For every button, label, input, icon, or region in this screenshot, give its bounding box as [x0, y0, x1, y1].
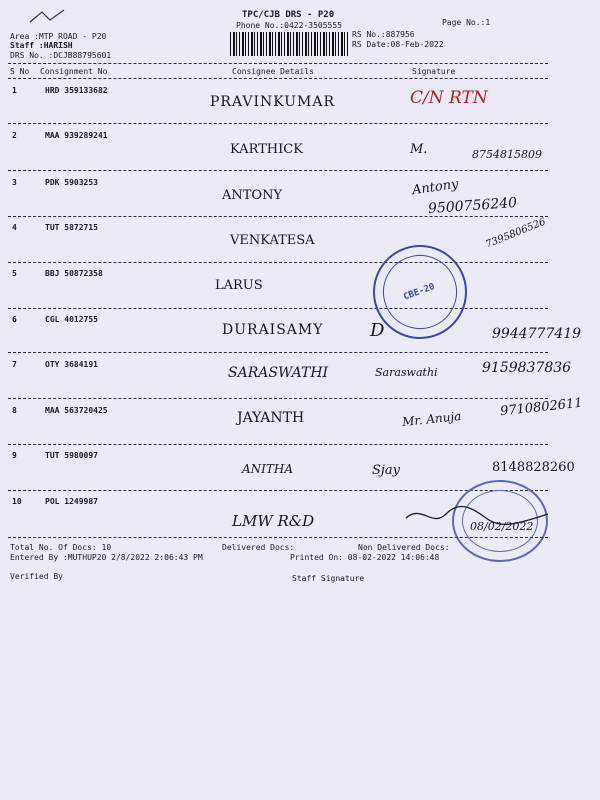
- row-sno: 9: [12, 451, 17, 460]
- row-sno: 8: [12, 406, 17, 415]
- row-signature: Saraswathi: [375, 366, 438, 379]
- row-consignee-name: KARTHICK: [230, 142, 303, 157]
- row-rule: [8, 537, 548, 538]
- row-phone: 7395806526: [484, 216, 548, 251]
- staff-signature: Staff Signature: [292, 574, 365, 583]
- row-consignee-name: JAYANTH: [237, 410, 305, 426]
- page-number: Page No.:1: [442, 18, 491, 27]
- phone-number: Phone No.:0422-3505555: [236, 21, 342, 30]
- row-rule: [8, 398, 548, 399]
- row-rule: [8, 170, 548, 171]
- entered-by: Entered By :MUTHUP20 2/8/2022 2:06:43 PM: [10, 553, 203, 562]
- barcode: [230, 32, 350, 56]
- row-signature: C/N RTN: [410, 88, 488, 108]
- row-consignment: CGL 4012755: [45, 315, 98, 324]
- row-consignee-name: VENKATESA: [230, 233, 315, 248]
- row-signature: Sjay: [372, 463, 401, 478]
- row-phone: 9944777419: [492, 326, 582, 342]
- rs-date: RS Date:08-Feb-2022: [352, 40, 444, 49]
- row-rule: [8, 308, 548, 309]
- row-sno: 10: [12, 497, 22, 506]
- row-sno: 7: [12, 360, 17, 369]
- col-sno: S No: [10, 67, 30, 76]
- row-consignee-name: ANTONY: [222, 188, 283, 203]
- stamp-text: CBE-20: [402, 281, 437, 303]
- printed-on: Printed On: 08-02-2022 14:06:48: [290, 553, 440, 562]
- row-rule: [8, 444, 548, 445]
- row-sno: 4: [12, 223, 17, 232]
- col-consignment: Consignment No: [40, 67, 108, 76]
- row-consignment: POL 1249987: [45, 497, 98, 506]
- row-signature: Mr. Anuja: [401, 408, 462, 430]
- row-rule: [8, 262, 548, 263]
- total-docs: Total No. Of Docs: 10: [10, 543, 112, 552]
- signature-scribble: [402, 500, 552, 534]
- area-label: Area :MTP ROAD - P20: [10, 32, 107, 41]
- row-signature: D: [370, 320, 385, 341]
- row-phone: 9159837836: [482, 360, 572, 376]
- verified-by: Verified By: [10, 572, 63, 581]
- row-sno: 2: [12, 131, 17, 140]
- row-consignment: TUT 5872715: [45, 223, 98, 232]
- row-consignment: MAA 939289241: [45, 131, 108, 140]
- row-consignee-name: ANITHA: [242, 462, 294, 476]
- rs-number: RS No.:887956: [352, 30, 415, 39]
- row-consignee-name: LARUS: [215, 278, 263, 293]
- row-rule: [8, 123, 548, 124]
- row-consignment: HRD 359133682: [45, 86, 108, 95]
- row-consignee-name: SARASWATHI: [228, 365, 329, 381]
- col-signature: Signature: [412, 67, 456, 76]
- col-consignee: Consignee Details: [232, 67, 314, 76]
- scribble-mark: [28, 8, 68, 28]
- row-sno: 6: [12, 315, 17, 324]
- delivered-docs: Delivered Docs:: [222, 543, 295, 552]
- row-sno: 5: [12, 269, 17, 278]
- row-consignment: OTY 3684191: [45, 360, 98, 369]
- row-sno: 3: [12, 178, 17, 187]
- row-consignment: TUT 5980097: [45, 451, 98, 460]
- row-rule: [8, 216, 548, 217]
- non-delivered-docs: Non Delivered Docs:: [358, 543, 450, 552]
- column-rule: [8, 78, 548, 79]
- document-title: TPC/CJB DRS - P20: [242, 10, 335, 20]
- row-consignee-name: LMW R&D: [232, 512, 315, 530]
- row-consignee-name: PRAVINKUMAR: [210, 94, 336, 110]
- row-rule: [8, 352, 548, 353]
- row-consignment: MAA 563720425: [45, 406, 108, 415]
- stamp-date: 08/02/2022: [470, 520, 534, 533]
- row-sno: 1: [12, 86, 17, 95]
- row-consignment: PDK 5903253: [45, 178, 98, 187]
- row-signature: M.: [410, 142, 428, 157]
- row-consignment: BBJ 50872358: [45, 269, 103, 278]
- row-phone: 8148828260: [492, 460, 575, 475]
- row-consignee-name: DURAISAMY: [222, 322, 324, 338]
- header-rule: [8, 63, 548, 64]
- row-phone: 8754815809: [472, 148, 542, 161]
- row-signature: Antony: [411, 176, 460, 199]
- row-phone: 9710802611: [499, 395, 584, 420]
- drs-number: DRS No. :DCJB88795601: [10, 51, 112, 60]
- row-phone: 9500756240: [427, 194, 518, 218]
- staff-label: Staff :HARISH: [10, 41, 73, 50]
